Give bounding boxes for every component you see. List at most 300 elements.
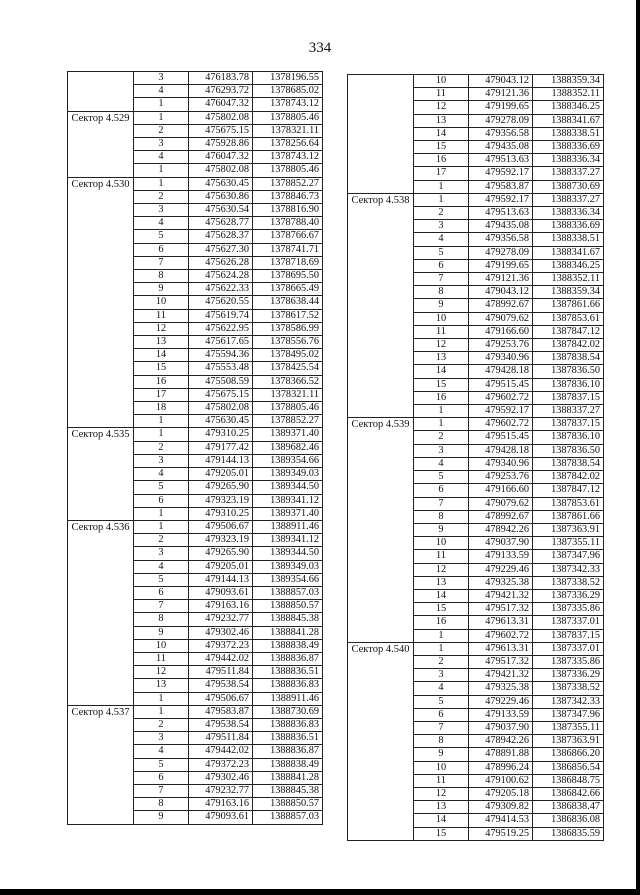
x-coordinate: 475928.86 (189, 138, 253, 151)
x-coordinate: 478996.24 (469, 761, 533, 774)
y-coordinate: 1387347.96 (533, 550, 604, 563)
y-coordinate: 1388352.11 (533, 88, 604, 101)
point-number: 12 (414, 101, 469, 114)
x-coordinate: 479199.65 (469, 101, 533, 114)
y-coordinate: 1387337.01 (533, 642, 604, 655)
point-number: 4 (134, 468, 189, 481)
point-number: 3 (414, 220, 469, 233)
y-coordinate: 1388836.51 (253, 732, 323, 745)
scan-edge-bottom (0, 889, 640, 895)
y-coordinate: 1389344.50 (253, 481, 323, 494)
point-number: 3 (134, 454, 189, 467)
table-row (348, 193, 604, 206)
point-number: 2 (134, 124, 189, 137)
y-coordinate: 1387355.11 (533, 537, 604, 550)
x-coordinate: 479519.25 (469, 827, 533, 840)
y-coordinate: 1388730.69 (533, 180, 604, 193)
point-number: 13 (414, 801, 469, 814)
x-coordinate: 475802.08 (189, 402, 253, 415)
y-coordinate: 1387836.10 (533, 378, 604, 391)
point-number: 9 (134, 626, 189, 639)
sector-label: Сектор 4.536 (68, 520, 134, 705)
x-coordinate: 479166.60 (469, 325, 533, 338)
y-coordinate: 1388841.28 (253, 771, 323, 784)
x-coordinate: 479506.67 (189, 692, 253, 705)
point-number: 10 (414, 312, 469, 325)
y-coordinate: 1388836.87 (253, 652, 323, 665)
point-number: 11 (414, 550, 469, 563)
point-number: 8 (134, 270, 189, 283)
point-number: 15 (414, 378, 469, 391)
y-coordinate: 1387335.86 (533, 603, 604, 616)
y-coordinate: 1388836.83 (253, 679, 323, 692)
x-coordinate: 475802.08 (189, 111, 253, 124)
point-number: 2 (134, 441, 189, 454)
point-number: 6 (414, 484, 469, 497)
point-number: 14 (134, 349, 189, 362)
point-number: 8 (414, 286, 469, 299)
y-coordinate: 1386848.75 (533, 774, 604, 787)
y-coordinate: 1387338.52 (533, 576, 604, 589)
y-coordinate: 1388336.34 (533, 207, 604, 220)
y-coordinate: 1387336.29 (533, 669, 604, 682)
y-coordinate: 1387847.12 (533, 484, 604, 497)
y-coordinate: 1378617.52 (253, 309, 323, 322)
point-number: 14 (414, 365, 469, 378)
table-row (68, 428, 323, 441)
y-coordinate: 1389354.66 (253, 573, 323, 586)
y-coordinate: 1378366.52 (253, 375, 323, 388)
point-number: 8 (414, 510, 469, 523)
x-coordinate: 479232.77 (189, 784, 253, 797)
point-number: 13 (414, 576, 469, 589)
point-number: 6 (414, 708, 469, 721)
coordinates-table-right (347, 74, 604, 841)
x-coordinate: 479037.90 (469, 537, 533, 550)
x-coordinate: 479037.90 (469, 721, 533, 734)
point-number: 16 (414, 391, 469, 404)
x-coordinate: 479517.32 (469, 603, 533, 616)
y-coordinate: 1378321.11 (253, 388, 323, 401)
y-coordinate: 1388911.46 (253, 692, 323, 705)
y-coordinate: 1387837.15 (533, 629, 604, 642)
x-coordinate: 479121.36 (469, 88, 533, 101)
x-coordinate: 476293.72 (189, 85, 253, 98)
x-coordinate: 476047.32 (189, 98, 253, 111)
x-coordinate: 479302.46 (189, 626, 253, 639)
y-coordinate: 1388838.49 (253, 639, 323, 652)
point-number: 3 (414, 669, 469, 682)
point-number: 1 (134, 705, 189, 718)
point-number: 1 (134, 692, 189, 705)
x-coordinate: 479265.90 (189, 481, 253, 494)
point-number: 1 (414, 180, 469, 193)
y-coordinate: 1386838.47 (533, 801, 604, 814)
point-number: 1 (414, 642, 469, 655)
x-coordinate: 479043.12 (469, 286, 533, 299)
y-coordinate: 1389344.50 (253, 547, 323, 560)
sector-label: Сектор 4.535 (68, 428, 134, 520)
x-coordinate: 475508.59 (189, 375, 253, 388)
x-coordinate: 475675.15 (189, 124, 253, 137)
y-coordinate: 1388845.38 (253, 613, 323, 626)
point-number: 1 (414, 193, 469, 206)
y-coordinate: 1378805.46 (253, 402, 323, 415)
y-coordinate: 1387861.66 (533, 299, 604, 312)
point-number: 13 (134, 336, 189, 349)
point-number: 8 (134, 798, 189, 811)
point-number: 7 (414, 497, 469, 510)
y-coordinate: 1386836.08 (533, 814, 604, 827)
table-row (68, 705, 323, 718)
y-coordinate: 1378196.55 (253, 72, 323, 85)
x-coordinate: 479515.45 (469, 431, 533, 444)
y-coordinate: 1388341.67 (533, 114, 604, 127)
y-coordinate: 1387337.01 (533, 616, 604, 629)
y-coordinate: 1389341.12 (253, 494, 323, 507)
y-coordinate: 1387842.02 (533, 471, 604, 484)
point-number: 10 (414, 537, 469, 550)
x-coordinate: 475626.28 (189, 256, 253, 269)
x-coordinate: 479205.18 (469, 787, 533, 800)
y-coordinate: 1388841.28 (253, 626, 323, 639)
y-coordinate: 1378743.12 (253, 151, 323, 164)
y-coordinate: 1378805.46 (253, 164, 323, 177)
x-coordinate: 475617.65 (189, 336, 253, 349)
point-number: 17 (414, 167, 469, 180)
point-number: 4 (414, 457, 469, 470)
x-coordinate: 479435.08 (469, 220, 533, 233)
y-coordinate: 1387363.91 (533, 735, 604, 748)
x-coordinate: 479372.23 (189, 758, 253, 771)
point-number: 12 (134, 322, 189, 335)
point-number: 4 (134, 560, 189, 573)
y-coordinate: 1388857.03 (253, 811, 323, 824)
point-number: 1 (414, 418, 469, 431)
point-number: 1 (134, 98, 189, 111)
y-coordinate: 1388336.69 (533, 141, 604, 154)
point-number: 13 (134, 679, 189, 692)
point-number: 1 (134, 111, 189, 124)
point-number: 1 (134, 507, 189, 520)
x-coordinate: 479229.46 (469, 695, 533, 708)
point-number: 12 (414, 563, 469, 576)
y-coordinate: 1378788.40 (253, 217, 323, 230)
point-number: 4 (134, 217, 189, 230)
y-coordinate: 1387861.66 (533, 510, 604, 523)
x-coordinate: 479100.62 (469, 774, 533, 787)
x-coordinate: 475628.77 (189, 217, 253, 230)
coordinates-table-left (67, 71, 323, 825)
point-number: 9 (414, 748, 469, 761)
y-coordinate: 1388352.11 (533, 273, 604, 286)
x-coordinate: 479177.42 (189, 441, 253, 454)
page-number: 334 (308, 40, 332, 56)
point-number: 3 (134, 204, 189, 217)
x-coordinate: 479515.45 (469, 378, 533, 391)
y-coordinate: 1378685.02 (253, 85, 323, 98)
point-number: 9 (134, 811, 189, 824)
y-coordinate: 1388850.57 (253, 798, 323, 811)
point-number: 13 (414, 114, 469, 127)
y-coordinate: 1378816.90 (253, 204, 323, 217)
x-coordinate: 479435.08 (469, 141, 533, 154)
y-coordinate: 1378495.02 (253, 349, 323, 362)
y-coordinate: 1387853.61 (533, 497, 604, 510)
point-number: 4 (134, 85, 189, 98)
y-coordinate: 1378846.73 (253, 190, 323, 203)
point-number: 11 (134, 652, 189, 665)
x-coordinate: 479144.13 (189, 573, 253, 586)
table-row (68, 520, 323, 533)
point-number: 5 (134, 573, 189, 586)
y-coordinate: 1387336.29 (533, 589, 604, 602)
x-coordinate: 475802.08 (189, 164, 253, 177)
x-coordinate: 475622.95 (189, 322, 253, 335)
y-coordinate: 1387836.50 (533, 365, 604, 378)
sector-label: Сектор 4.539 (348, 418, 414, 642)
point-number: 4 (414, 682, 469, 695)
x-coordinate: 479428.18 (469, 365, 533, 378)
x-coordinate: 479133.59 (469, 708, 533, 721)
point-number: 14 (414, 814, 469, 827)
table-row (68, 111, 323, 124)
y-coordinate: 1388337.27 (533, 405, 604, 418)
sector-label (68, 72, 134, 112)
x-coordinate: 475630.54 (189, 204, 253, 217)
x-coordinate: 479205.01 (189, 560, 253, 573)
y-coordinate: 1389354.66 (253, 454, 323, 467)
y-coordinate: 1388730.69 (253, 705, 323, 718)
point-number: 2 (414, 655, 469, 668)
point-number: 15 (414, 603, 469, 616)
y-coordinate: 1388341.67 (533, 246, 604, 259)
point-number: 1 (414, 405, 469, 418)
point-number: 17 (134, 388, 189, 401)
x-coordinate: 479372.23 (189, 639, 253, 652)
x-coordinate: 479232.77 (189, 613, 253, 626)
x-coordinate: 479602.72 (469, 391, 533, 404)
x-coordinate: 479506.67 (189, 520, 253, 533)
y-coordinate: 1388338.51 (533, 233, 604, 246)
point-number: 6 (134, 243, 189, 256)
x-coordinate: 479278.09 (469, 246, 533, 259)
point-number: 6 (134, 494, 189, 507)
x-coordinate: 475624.28 (189, 270, 253, 283)
point-number: 9 (414, 299, 469, 312)
x-coordinate: 479602.72 (469, 629, 533, 642)
y-coordinate: 1388346.25 (533, 101, 604, 114)
x-coordinate: 475619.74 (189, 309, 253, 322)
x-coordinate: 479310.25 (189, 428, 253, 441)
x-coordinate: 475675.15 (189, 388, 253, 401)
x-coordinate: 479079.62 (469, 497, 533, 510)
y-coordinate: 1387853.61 (533, 312, 604, 325)
y-coordinate: 1378805.46 (253, 111, 323, 124)
point-number: 16 (414, 154, 469, 167)
x-coordinate: 479229.46 (469, 563, 533, 576)
point-number: 9 (414, 523, 469, 536)
y-coordinate: 1387837.15 (533, 418, 604, 431)
y-coordinate: 1388346.25 (533, 259, 604, 272)
x-coordinate: 475594.36 (189, 349, 253, 362)
y-coordinate: 1386866.20 (533, 748, 604, 761)
x-coordinate: 479538.54 (189, 679, 253, 692)
point-number: 3 (134, 138, 189, 151)
sector-label: Сектор 4.538 (348, 193, 414, 417)
y-coordinate: 1388850.57 (253, 600, 323, 613)
point-number: 10 (134, 296, 189, 309)
y-coordinate: 1378741.71 (253, 243, 323, 256)
x-coordinate: 479323.19 (189, 494, 253, 507)
y-coordinate: 1389371.40 (253, 428, 323, 441)
sector-label: Сектор 4.530 (68, 177, 134, 428)
y-coordinate: 1387338.52 (533, 682, 604, 695)
table-row (348, 418, 604, 431)
point-number: 3 (134, 732, 189, 745)
point-number: 8 (414, 735, 469, 748)
y-coordinate: 1387842.02 (533, 339, 604, 352)
point-number: 10 (134, 639, 189, 652)
y-coordinate: 1387837.15 (533, 391, 604, 404)
scan-edge-right (636, 0, 640, 895)
y-coordinate: 1378718.69 (253, 256, 323, 269)
y-coordinate: 1388836.83 (253, 718, 323, 731)
y-coordinate: 1378321.11 (253, 124, 323, 137)
x-coordinate: 479428.18 (469, 444, 533, 457)
point-number: 10 (414, 761, 469, 774)
point-number: 4 (414, 233, 469, 246)
x-coordinate: 479253.76 (469, 339, 533, 352)
x-coordinate: 478891.88 (469, 748, 533, 761)
point-number: 10 (414, 75, 469, 88)
x-coordinate: 475628.37 (189, 230, 253, 243)
y-coordinate: 1378695.50 (253, 270, 323, 283)
point-number: 7 (134, 600, 189, 613)
y-coordinate: 1378556.76 (253, 336, 323, 349)
point-number: 15 (414, 141, 469, 154)
x-coordinate: 479414.53 (469, 814, 533, 827)
x-coordinate: 479121.36 (469, 273, 533, 286)
x-coordinate: 479144.13 (189, 454, 253, 467)
x-coordinate: 479309.82 (469, 801, 533, 814)
y-coordinate: 1389341.12 (253, 534, 323, 547)
x-coordinate: 479421.32 (469, 669, 533, 682)
point-number: 3 (134, 547, 189, 560)
y-coordinate: 1388857.03 (253, 586, 323, 599)
y-coordinate: 1386856.54 (533, 761, 604, 774)
point-number: 11 (134, 309, 189, 322)
y-coordinate: 1378766.67 (253, 230, 323, 243)
y-coordinate: 1389349.03 (253, 468, 323, 481)
point-number: 15 (134, 362, 189, 375)
y-coordinate: 1378586.99 (253, 322, 323, 335)
point-number: 1 (134, 415, 189, 428)
y-coordinate: 1388845.38 (253, 784, 323, 797)
y-coordinate: 1388337.27 (533, 193, 604, 206)
y-coordinate: 1389371.40 (253, 507, 323, 520)
x-coordinate: 479602.72 (469, 418, 533, 431)
point-number: 1 (414, 629, 469, 642)
x-coordinate: 479356.58 (469, 233, 533, 246)
sector-label: Сектор 4.540 (348, 642, 414, 840)
x-coordinate: 479583.87 (469, 180, 533, 193)
point-number: 12 (134, 666, 189, 679)
table-row (68, 177, 323, 190)
y-coordinate: 1389682.46 (253, 441, 323, 454)
x-coordinate: 479421.32 (469, 589, 533, 602)
point-number: 6 (134, 771, 189, 784)
x-coordinate: 479310.25 (189, 507, 253, 520)
point-number: 5 (134, 481, 189, 494)
point-number: 6 (414, 259, 469, 272)
x-coordinate: 479205.01 (189, 468, 253, 481)
point-number: 14 (414, 589, 469, 602)
sector-label: Сектор 4.529 (68, 111, 134, 177)
point-number: 1 (134, 164, 189, 177)
y-coordinate: 1388359.34 (533, 286, 604, 299)
y-coordinate: 1389349.03 (253, 560, 323, 573)
x-coordinate: 479163.16 (189, 798, 253, 811)
y-coordinate: 1386842.66 (533, 787, 604, 800)
x-coordinate: 479043.12 (469, 75, 533, 88)
y-coordinate: 1387335.86 (533, 655, 604, 668)
x-coordinate: 479325.38 (469, 576, 533, 589)
x-coordinate: 479340.96 (469, 352, 533, 365)
point-number: 4 (134, 745, 189, 758)
point-number: 13 (414, 352, 469, 365)
table-row (348, 642, 604, 655)
point-number: 12 (414, 787, 469, 800)
y-coordinate: 1378638.44 (253, 296, 323, 309)
x-coordinate: 479166.60 (469, 484, 533, 497)
x-coordinate: 479093.61 (189, 811, 253, 824)
point-number: 5 (414, 695, 469, 708)
table-row (68, 72, 323, 85)
x-coordinate: 478942.26 (469, 735, 533, 748)
x-coordinate: 475630.45 (189, 177, 253, 190)
point-number: 11 (414, 325, 469, 338)
point-number: 2 (134, 718, 189, 731)
y-coordinate: 1388911.46 (253, 520, 323, 533)
y-coordinate: 1388336.69 (533, 220, 604, 233)
sector-label (348, 75, 414, 194)
y-coordinate: 1387847.12 (533, 325, 604, 338)
point-number: 15 (414, 827, 469, 840)
point-number: 11 (414, 88, 469, 101)
x-coordinate: 479592.17 (469, 167, 533, 180)
x-coordinate: 476183.78 (189, 72, 253, 85)
y-coordinate: 1378852.27 (253, 415, 323, 428)
x-coordinate: 475630.86 (189, 190, 253, 203)
y-coordinate: 1387347.96 (533, 708, 604, 721)
point-number: 1 (134, 520, 189, 533)
point-number: 2 (134, 534, 189, 547)
point-number: 2 (414, 207, 469, 220)
x-coordinate: 475622.33 (189, 283, 253, 296)
point-number: 3 (134, 72, 189, 85)
x-coordinate: 479325.38 (469, 682, 533, 695)
x-coordinate: 479538.54 (189, 718, 253, 731)
y-coordinate: 1387836.10 (533, 431, 604, 444)
x-coordinate: 475627.30 (189, 243, 253, 256)
point-number: 7 (414, 721, 469, 734)
y-coordinate: 1388336.34 (533, 154, 604, 167)
y-coordinate: 1388836.51 (253, 666, 323, 679)
x-coordinate: 479513.63 (469, 207, 533, 220)
y-coordinate: 1387838.54 (533, 457, 604, 470)
point-number: 18 (134, 402, 189, 415)
